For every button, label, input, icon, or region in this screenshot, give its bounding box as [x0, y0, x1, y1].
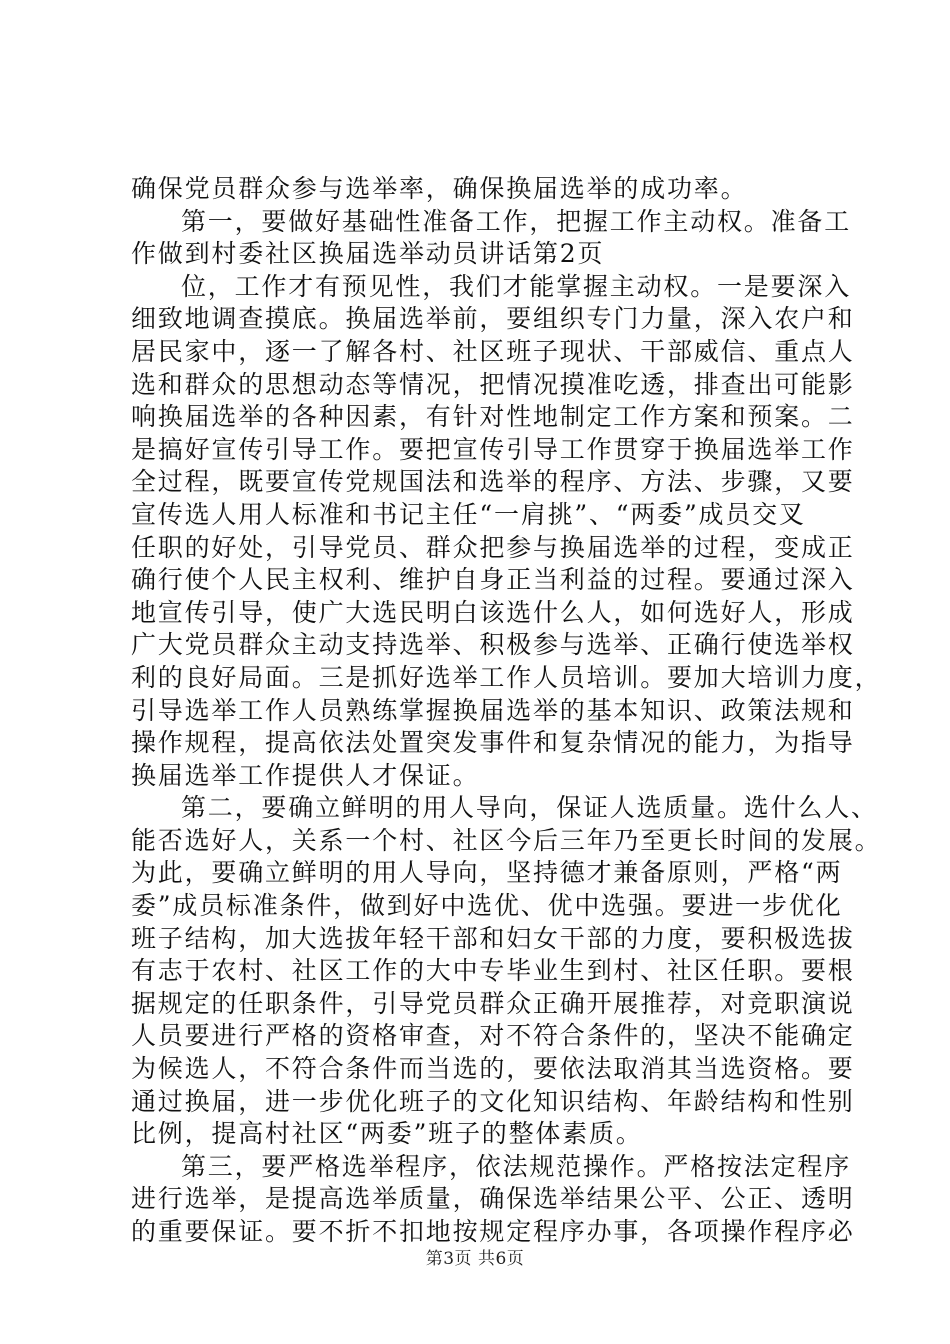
text-line: 第一，要做好基础性准备工作，把握工作主动权。准备工 — [181, 206, 852, 236]
text-line: 委”成员标准条件，做到好中选优、优中选强。要进一步优化 — [131, 891, 843, 921]
text-line: 为候选人，不符合条件而当选的，要依法取消其当选资格。要 — [131, 1054, 855, 1084]
text-line: 人员要进行严格的资格审查，对不符合条件的，坚决不能确定 — [131, 1021, 855, 1051]
text-line: 换届选举工作提供人才保证。 — [131, 760, 480, 790]
text-line: 进行选举，是提高选举质量，确保选举结果公平、公正、透明 — [131, 1184, 855, 1214]
text-line: 响换届选举的各种因素，有针对性地制定工作方案和预案。二 — [131, 402, 855, 432]
text-line: 全过程，既要宣传党规国法和选举的程序、方法、步骤，又要 — [131, 467, 855, 497]
text-line: 通过换届，进一步优化班子的文化知识结构、年龄结构和性别 — [131, 1086, 855, 1116]
text-line: 能否选好人，关系一个村、社区今后三年乃至更长时间的发展。 — [131, 825, 882, 855]
text-line: 据规定的任职条件，引导党员群众正确开展推荐，对竞职演说 — [131, 988, 855, 1018]
text-line: 确保党员群众参与选举率，确保换届选举的成功率。 — [131, 174, 748, 203]
text-line: 居民家中，逐一了解各村、社区班子现状、干部威信、重点人 — [131, 336, 855, 366]
text-line: 是搞好宣传引导工作。要把宣传引导工作贯穿于换届选举工作 — [131, 434, 855, 464]
text-line: 确行使个人民主权利、维护自身正当利益的过程。要通过深入 — [131, 565, 855, 595]
text-line: 引导选举工作人员熟练掌握换届选举的基本知识、政策法规和 — [131, 695, 855, 725]
text-line: 位，工作才有预见性，我们才能掌握主动权。一是要深入 — [181, 271, 852, 301]
text-line: 操作规程，提高依法处置突发事件和复杂情况的能力，为指导 — [131, 728, 855, 758]
text-line: 作做到村委社区换届选举动员讲话第2页 — [131, 239, 605, 269]
text-line: 比例，提高村社区“两委”班子的整体素质。 — [131, 1119, 643, 1149]
text-line: 宣传选人用人标准和书记主任“一肩挑”、“两委”成员交叉 — [131, 499, 806, 529]
text-line: 任职的好处，引导党员、群众把参与换届选举的过程，变成正 — [131, 532, 855, 562]
page-footer — [0, 1244, 950, 1269]
text-line: 广大党员群众主动支持选举、积极参与选举、正确行使选举权 — [131, 630, 855, 660]
text-line: 为此，要确立鲜明的用人导向，坚持德才兼备原则，严格“两 — [131, 858, 843, 888]
page-number-label: 第3页 共6页 — [425, 1249, 525, 1269]
text-line: 班子结构，加大选拔年轻干部和妇女干部的力度，要积极选拔 — [131, 923, 855, 953]
text-line: 有志于农村、社区工作的大中专毕业生到村、社区任职。要根 — [131, 956, 855, 986]
document-body — [131, 173, 882, 1249]
text-line: 细致地调查摸底。换届选举前，要组织专门力量，深入农户和 — [131, 304, 855, 334]
text-line: 选和群众的思想动态等情况，把情况摸准吃透，排查出可能影 — [131, 369, 855, 399]
text-line: 利的良好局面。三是抓好选举工作人员培训。要加大培训力度， — [131, 662, 882, 692]
text-line: 地宣传引导，使广大选民明白该选什么人，如何选好人，形成 — [131, 597, 855, 627]
text-line: 第二，要确立鲜明的用人导向，保证人选质量。选什么人、 — [181, 793, 878, 823]
text-line: 第三，要严格选举程序，依法规范操作。严格按法定程序 — [181, 1151, 852, 1181]
text-line: 的重要保证。要不折不扣地按规定程序办事，各项操作程序必 — [131, 1217, 855, 1246]
